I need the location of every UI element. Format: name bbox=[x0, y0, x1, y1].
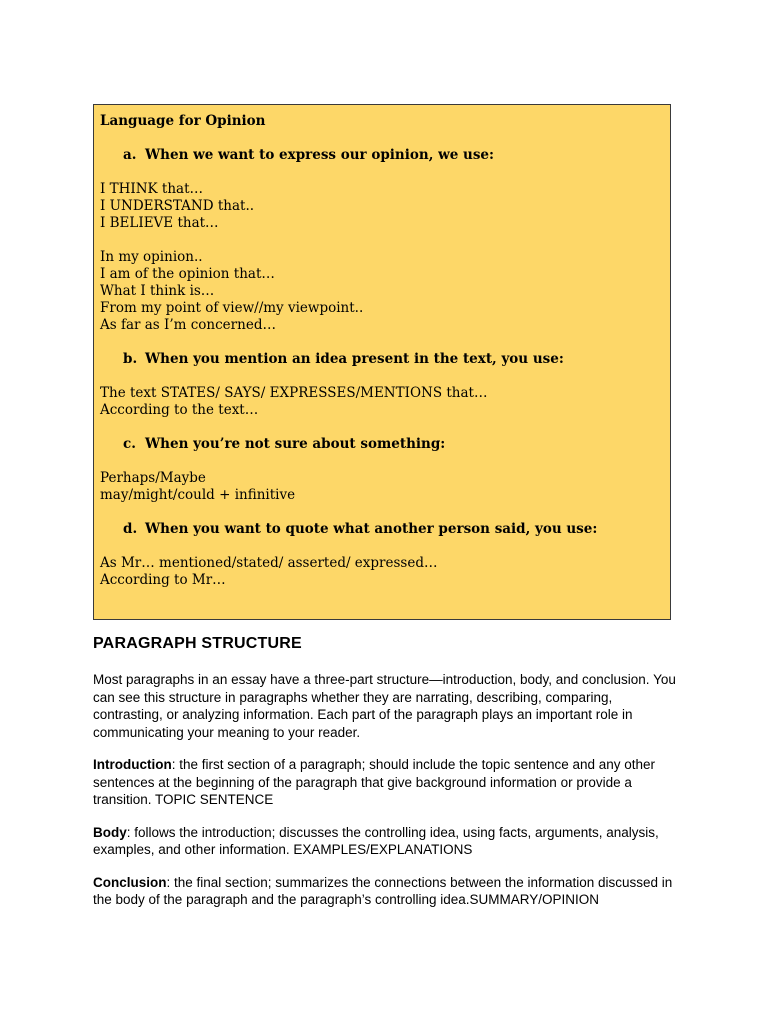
conclusion-definition bbox=[93, 874, 683, 909]
introduction-text: : the first section of a paragraph; should include the topic sentence and any other sentences at the beginning of the paragraph that give background information or provide a transition. TOPIC SENTENCE bbox=[93, 757, 656, 807]
phrase-line: may/might/could + infinitive bbox=[100, 487, 296, 503]
section-b-heading bbox=[100, 351, 664, 368]
body-definition bbox=[93, 824, 683, 859]
phrase-line: I UNDERSTAND that.. bbox=[100, 198, 255, 214]
opinion-language-box bbox=[93, 104, 671, 620]
box-title: Language for Opinion bbox=[100, 113, 266, 129]
section-a-heading-text: When we want to express our opinion, we use: bbox=[145, 147, 494, 163]
phrase-line: In my opinion.. bbox=[100, 249, 203, 265]
paragraph-structure-section bbox=[93, 634, 683, 924]
body-text: : follows the introduction; discusses the controlling idea, using facts, arguments, analysis, examples, and other information. EXAMPLES/EXPLANATIONS bbox=[93, 824, 659, 857]
conclusion-term: Conclusion bbox=[93, 874, 167, 890]
introduction-term: Introduction bbox=[93, 757, 172, 772]
section-c-heading-text: When you’re not sure about something: bbox=[145, 436, 446, 452]
section-c-letter: c. bbox=[123, 436, 136, 452]
phrase-line: I THINK that… bbox=[100, 181, 204, 197]
section-d-heading bbox=[100, 521, 664, 538]
section-a-heading bbox=[100, 147, 664, 164]
section-d-heading-text: When you want to quote what another person said, you use: bbox=[145, 521, 598, 537]
section-a-letter: a. bbox=[123, 147, 137, 163]
phrase-line: As far as I’m concerned… bbox=[100, 317, 276, 333]
phrase-line: As Mr… mentioned/stated/ asserted/ expressed… bbox=[100, 555, 438, 571]
section-heading: PARAGRAPH STRUCTURE bbox=[93, 635, 302, 652]
phrase-line: From my point of view//my viewpoint.. bbox=[100, 300, 364, 316]
section-c-heading bbox=[100, 436, 664, 453]
section-b-letter: b. bbox=[123, 351, 138, 367]
phrase-line: I BELIEVE that… bbox=[100, 215, 219, 231]
phrase-line: Perhaps/Maybe bbox=[100, 470, 206, 486]
introduction-definition bbox=[93, 756, 683, 809]
section-b-group bbox=[100, 385, 664, 419]
section-a-group-1 bbox=[100, 181, 664, 232]
conclusion-text: : the final section; summarizes the connections between the information discussed in the body of the paragraph and the paragraph’s controlling idea.SUMMARY/OPINION bbox=[93, 874, 673, 907]
section-d-letter: d. bbox=[123, 521, 138, 537]
intro-paragraph: Most paragraphs in an essay have a three-part structure—introduction, body, and conclusion. You can see this structure in paragraphs whether they are narrating, describing, comparing, contrasting, or analyzing information. Each part of the paragraph plays an important role in communicating your meaning to your reader. bbox=[93, 672, 676, 740]
phrase-line: According to Mr… bbox=[100, 572, 226, 588]
section-c-group bbox=[100, 470, 664, 504]
section-a-group-2 bbox=[100, 249, 664, 334]
section-b-heading-text: When you mention an idea present in the text, you use: bbox=[145, 351, 564, 367]
section-d-group bbox=[100, 555, 664, 589]
phrase-line: What I think is… bbox=[100, 283, 215, 299]
phrase-line: I am of the opinion that… bbox=[100, 266, 275, 282]
phrase-line: The text STATES/ SAYS/ EXPRESSES/MENTIONS that… bbox=[100, 385, 488, 401]
body-term: Body bbox=[93, 824, 127, 840]
phrase-line: According to the text… bbox=[100, 402, 259, 418]
